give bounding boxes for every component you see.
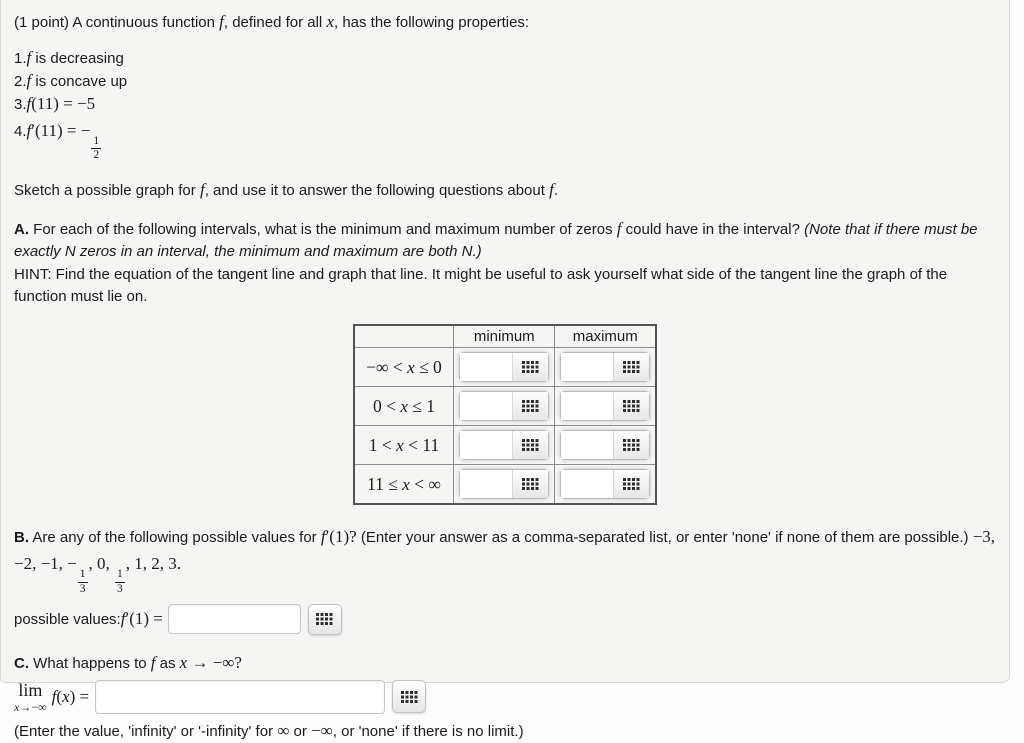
interval-pre: 11 ≤ [367,473,403,494]
part-b-text [14,524,996,595]
math-expression: → −∞? [187,652,242,672]
note-text: , or 'none' if there is no limit.) [332,722,524,740]
math-f: f [320,527,326,547]
keypad-button[interactable] [613,431,649,459]
math-x: x [396,435,404,455]
math-expression: ′(1)? [325,527,357,547]
math-expression: ′(11) = − [31,121,91,140]
math-f: f [51,686,57,706]
intro-text: , defined for all [223,14,327,31]
fraction [78,568,88,595]
part-c-text [14,652,996,675]
keypad-icon [522,361,539,373]
item-number: 4. [14,123,27,140]
limit-input[interactable] [95,680,385,714]
sketch-text: . [553,182,558,200]
interval-post: ≤ 1 [407,395,436,416]
value-list: , 0, [88,554,115,574]
interval-pre: 1 < [368,434,397,455]
table-header-empty [354,325,454,348]
math-expression: ′(1) = [125,609,163,629]
part-a-text [14,218,996,263]
hint-text: HINT: Find the equation of the tangent line and graph that line. It might be useful to ask yourself what side of the tangent line the graph of the function must lie on. [14,266,948,306]
zeros-table [353,324,658,505]
keypad-button[interactable] [308,604,342,635]
zeros-table-wrapper [14,324,996,505]
fraction [115,568,125,595]
interval-post: ≤ 0 [414,356,442,377]
min-cell-2 [454,387,555,426]
math-x: x [62,686,70,706]
part-c-question: What happens to [29,654,151,672]
keypad-icon [401,691,418,703]
item-text: is concave up [31,73,128,90]
intro-text: , has the following properties: [333,14,530,31]
item-text: is decreasing [31,50,124,67]
table-row [354,348,657,387]
max-input-row-2[interactable] [561,392,613,420]
max-input-row-3[interactable] [561,431,613,459]
keypad-icon [623,439,640,451]
interval-pre: 0 < [372,395,401,416]
math-f: f [26,94,32,113]
max-cell-4 [555,465,657,505]
max-cell-1 [555,348,657,387]
lim-subscript-rest: →−∞ [19,699,47,714]
keypad-button[interactable] [512,353,548,381]
keypad-icon [623,478,640,490]
part-a-question: could have in the interval? [621,221,805,239]
paren: ( [56,686,63,706]
limit-row [14,680,996,714]
keypad-icon [623,400,640,412]
keypad-icon [522,439,539,451]
keypad-icon [316,613,333,625]
min-cell-3 [454,426,555,465]
sketch-text: , and use it to answer the following questions about [204,182,550,200]
item-number: 3. [14,96,27,113]
math-f: f [199,180,205,200]
paren: ) = [69,686,90,706]
keypad-button[interactable] [613,392,649,420]
interval-label-3 [354,426,454,465]
sketch-text: Sketch a possible graph for [14,182,200,200]
min-cell-4 [454,465,555,505]
part-a-label: A. [14,221,29,239]
math-f: f [219,12,224,31]
fraction-denominator: 3 [117,582,123,595]
item-number: 1. [14,50,27,67]
possible-values-label: possible values: [14,610,121,628]
keypad-button[interactable] [512,392,548,420]
min-cell-1 [454,348,555,387]
intro-text: (1 point) A continuous function [14,14,220,31]
part-b-question: Are any of the following possible values for [29,529,321,547]
math-infinity: ∞ [277,720,290,740]
item-number: 2. [14,73,27,90]
math-f: f [120,609,126,629]
part-c-question: as [155,654,180,672]
table-header-row [354,325,657,348]
limit-operator [14,681,47,713]
table-header-maximum: maximum [555,325,657,348]
min-input-row-4[interactable] [460,470,512,498]
interval-post: < ∞ [409,473,441,494]
property-item-2 [14,70,996,93]
interval-label-2 [354,387,454,426]
math-f: f [549,180,554,200]
math-f: f [150,652,156,672]
max-input-row-1[interactable] [561,353,613,381]
fraction-numerator: 1 [78,568,88,582]
interval-label-1 [354,348,454,387]
part-b-instructions: (Enter your answer as a comma-separated list, or enter 'none' if none of them are possible.) [356,529,973,547]
fraction-denominator: 3 [79,582,86,595]
part-b-label: B. [14,529,29,547]
math-neg-infinity: −∞ [311,720,333,740]
fraction [91,135,101,162]
keypad-button[interactable] [512,470,548,498]
problem-intro [14,11,996,34]
math-f: f [26,71,32,90]
keypad-icon [522,400,539,412]
table-row [354,387,657,426]
value-list: , 1, 2, 3. [125,554,182,574]
min-input-row-1[interactable] [460,353,512,381]
keypad-button[interactable] [512,431,548,459]
fraction-numerator: 1 [91,135,101,149]
fraction-denominator: 2 [93,149,100,162]
math-x: x [326,12,334,31]
max-cell-2 [555,387,657,426]
min-input-row-2[interactable] [460,392,512,420]
possible-values-row [14,604,996,635]
math-x: x [402,474,410,494]
interval-post: < 11 [403,434,440,455]
note-text: (Enter the value, 'infinity' or '-infinity' for [14,722,278,740]
property-list [14,47,996,162]
math-x: x [179,652,188,672]
max-cell-3 [555,426,657,465]
keypad-button[interactable] [613,470,649,498]
part-a-note: (Note that if there must be exactly N zeros in an interval, the minimum and maximum are both N.) [14,221,978,261]
sketch-instruction [14,179,996,202]
table-header-minimum: minimum [454,325,555,348]
note-text: or [289,722,312,740]
keypad-button[interactable] [392,680,426,713]
math-expression: (11) = −5 [31,94,96,113]
lim-text: lim [18,679,43,700]
math-f: f [26,121,32,140]
table-row [354,465,657,505]
part-a-question: For each of the following intervals, what is the minimum and maximum number of zeros [29,221,617,239]
limit-expression [52,687,89,707]
math-x: x [14,699,20,714]
property-item-4 [14,116,996,162]
possible-values-input[interactable] [168,604,301,634]
limit-entry-note [14,720,996,743]
math-x: x [407,357,415,377]
fraction-numerator: 1 [115,568,125,582]
math-f: f [26,48,32,67]
math-f: f [616,219,622,239]
value-list: −3, −2, −1, − [14,527,996,574]
property-item-1 [14,47,996,70]
part-c-label: C. [14,654,29,672]
min-input-row-3[interactable] [460,431,512,459]
lim-subscript [14,701,47,713]
property-item-3 [14,93,996,116]
keypad-icon [522,478,539,490]
table-row [354,426,657,465]
keypad-button[interactable] [613,353,649,381]
interval-pre: −∞ < [366,356,408,377]
max-input-row-4[interactable] [561,470,613,498]
math-x: x [400,396,408,416]
interval-label-4 [354,465,454,505]
keypad-icon [623,361,640,373]
